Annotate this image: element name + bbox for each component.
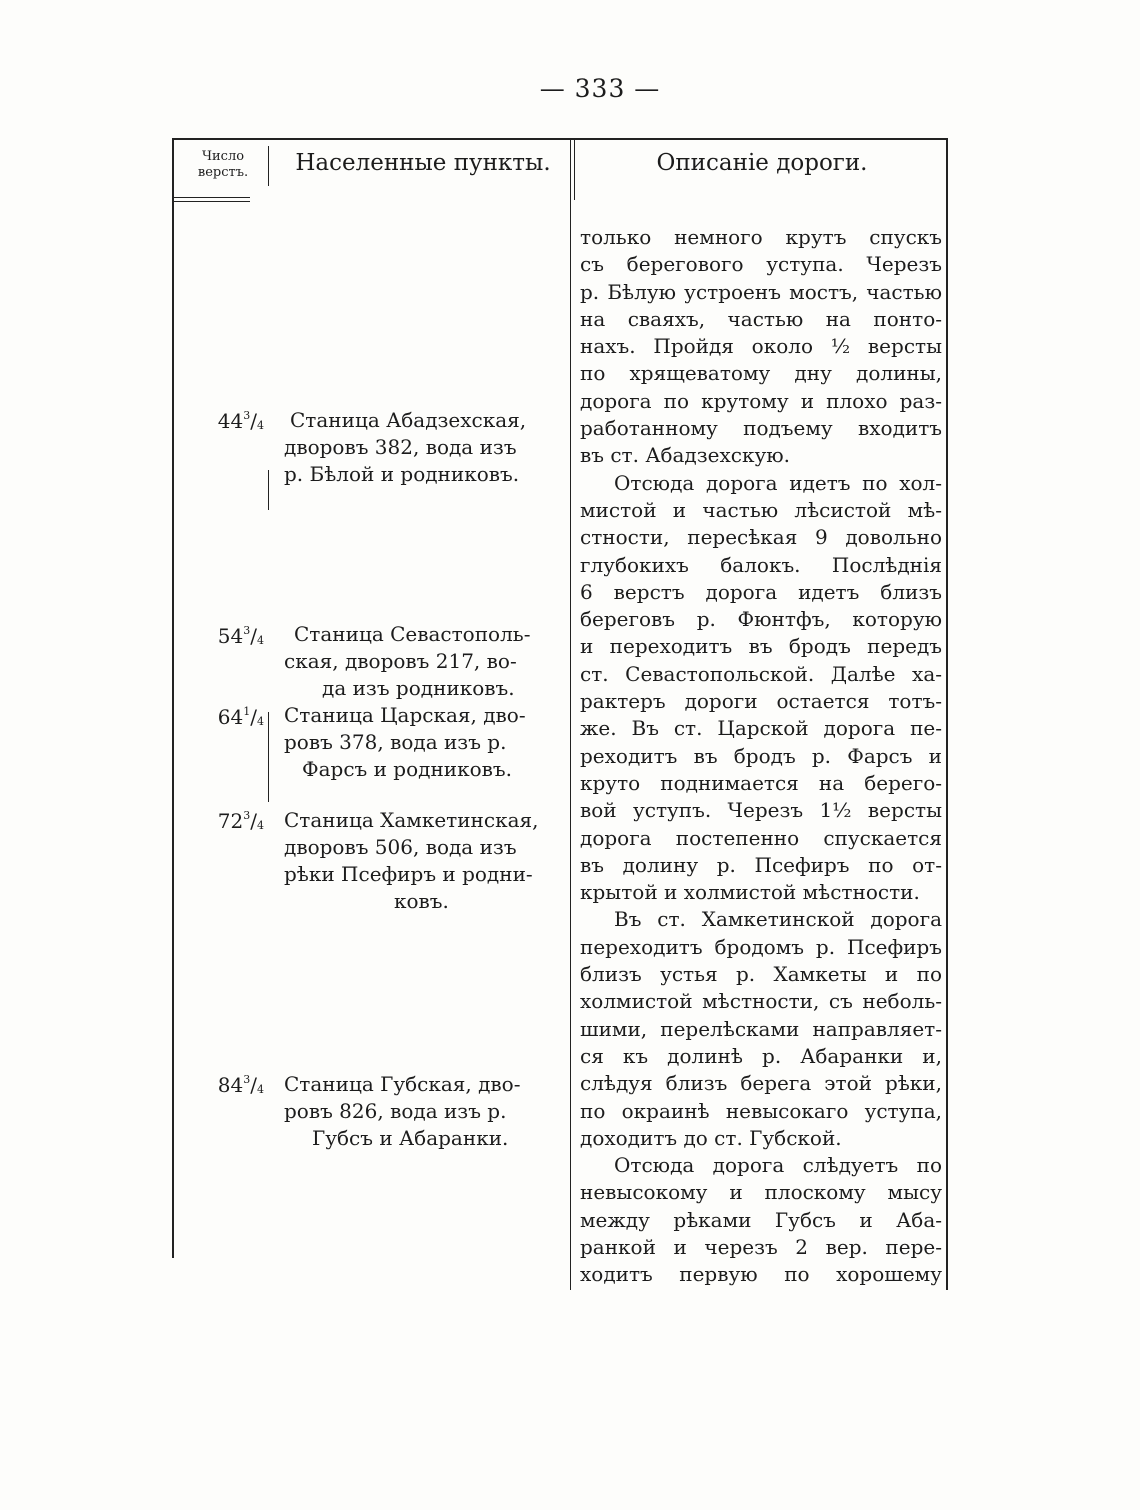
description-line: холмистой мѣстности, съ неболь- (580, 989, 942, 1014)
place-entry-abadzekhskaya (284, 407, 560, 488)
road-description (580, 224, 942, 1289)
description-line: въ ст. Абадзехскую. (580, 443, 791, 468)
place-line: Станица Царская, дво- (284, 703, 526, 727)
verst-entry: $64^1/_4$ (217, 705, 264, 729)
description-line: Отсюда дорога идетъ по хол- (614, 470, 942, 495)
place-line: ская, дворовъ 217, во- (284, 649, 517, 673)
place-entry-gubskaya (284, 1071, 560, 1152)
description-line: въ долину р. Псефиръ по от- (580, 852, 942, 877)
description-line: нахъ. Пройдя около ½ версты (580, 334, 942, 359)
header-versts (172, 149, 274, 181)
description-line: между рѣками Губсъ и Аба- (580, 1207, 942, 1232)
description-line: работанному подъему входитъ (580, 416, 942, 441)
description-line: 6 верстъ дорога идетъ близъ (580, 579, 942, 604)
description-line: р. Бѣлую устроенъ мостъ, частью (580, 279, 942, 304)
description-line: невысокому и плоскому мысу (580, 1180, 942, 1205)
header-versts-line1: Число (201, 149, 245, 164)
description-line: по хрящеватому дну долины, (580, 361, 942, 386)
place-line: ровъ 378, вода изъ р. (284, 730, 507, 754)
description-line: ся къ долинѣ р. Абаранки и, (580, 1043, 942, 1068)
place-line: Станица Хамкетинская, (284, 808, 539, 832)
place-line: да изъ родниковъ. (322, 676, 515, 700)
description-line: же. Въ ст. Царской дорога пе- (580, 716, 942, 741)
description-line: шими, перелѣсками направляет- (580, 1016, 942, 1041)
table-top-rule (172, 138, 948, 140)
description-line: стности, пересѣкая 9 довольно (580, 525, 942, 550)
header-versts-line2: верстъ. (197, 165, 249, 180)
place-entry-tsarskaya (284, 702, 560, 783)
description-line: по окраинѣ невысокаго уступа, (580, 1098, 942, 1123)
description-line: слѣдуя близъ берега этой рѣки, (580, 1071, 942, 1096)
place-line: р. Бѣлой и родниковъ. (284, 462, 520, 486)
column-divider-2b (574, 140, 575, 200)
description-line: глубокихъ балокъ. Послѣднія (580, 552, 942, 577)
description-line: дорога постепенно спускается (580, 825, 942, 850)
description-line: вой уступъ. Черезъ 1½ версты (580, 798, 942, 823)
description-line: Въ ст. Хамкетинской дорога (614, 907, 942, 932)
description-line: близъ устья р. Хамкеты и по (580, 962, 942, 987)
header-places: Населенные пункты. (295, 150, 551, 176)
description-line: крытой и холмистой мѣстности. (580, 880, 920, 905)
place-entry-khamketinskaya (284, 807, 560, 915)
description-line: береговъ р. Фюнтфъ, которую (580, 607, 942, 632)
place-line: Станица Севастополь- (294, 622, 531, 646)
verst-entry: $54^3/_4$ (217, 624, 264, 648)
column-divider-1-lower (268, 470, 269, 510)
description-line: на сваяхъ, частью на понто- (580, 306, 942, 331)
description-line: и переходитъ въ бродъ передъ (580, 634, 942, 659)
description-line: Отсюда дорога слѣдуетъ по (614, 1153, 942, 1178)
place-line: ровъ 826, вода изъ р. (284, 1099, 507, 1123)
verst-entry: $44^3/_4$ (217, 409, 264, 433)
column-divider-2 (570, 140, 571, 1290)
place-line: дворовъ 382, вода изъ (284, 435, 517, 459)
description-line: дорога по крутому и плохо раз- (580, 388, 942, 413)
place-line: Станица Губская, дво- (284, 1072, 521, 1096)
verst-entry: $84^3/_4$ (217, 1073, 264, 1097)
place-line: Станица Абадзехская, (290, 408, 527, 432)
place-line: рѣки Псефиръ и родни- (284, 862, 533, 886)
header-rule-left-2 (174, 201, 250, 202)
verst-entry: $72^3/_4$ (217, 809, 264, 833)
description-line: рактеръ дороги остается тотъ- (580, 689, 942, 714)
description-line: доходитъ до ст. Губской. (580, 1125, 842, 1150)
table-right-border (946, 140, 948, 1290)
description-line: ранкой и черезъ 2 вер. пере- (580, 1234, 942, 1259)
description-line: реходитъ въ бродъ р. Фарсъ и (580, 743, 942, 768)
place-line: Губсъ и Абаранки. (312, 1126, 509, 1150)
place-entry-sevastopolskaya (284, 621, 560, 702)
place-line: Фарсъ и родниковъ. (302, 757, 512, 781)
description-line: съ берегового уступа. Черезъ (580, 252, 942, 277)
description-line: мистой и частью лѣсистой мѣ- (580, 497, 942, 522)
place-line: дворовъ 506, вода изъ (284, 835, 517, 859)
column-divider-1-lower-2 (268, 712, 269, 802)
description-line: ст. Севастопольской. Далѣе ха- (580, 661, 942, 686)
description-line: переходитъ бродомъ р. Псефиръ (580, 934, 942, 959)
header-rule-left (174, 197, 250, 198)
header-description: Описаніе дороги. (656, 150, 868, 176)
description-line: только немного крутъ спускъ (580, 225, 942, 249)
place-line: ковъ. (394, 889, 449, 913)
description-line: круто поднимается на берего- (580, 770, 942, 795)
page-number: — 333 — (539, 74, 661, 103)
description-line: ходитъ первую по хорошему (580, 1262, 942, 1287)
